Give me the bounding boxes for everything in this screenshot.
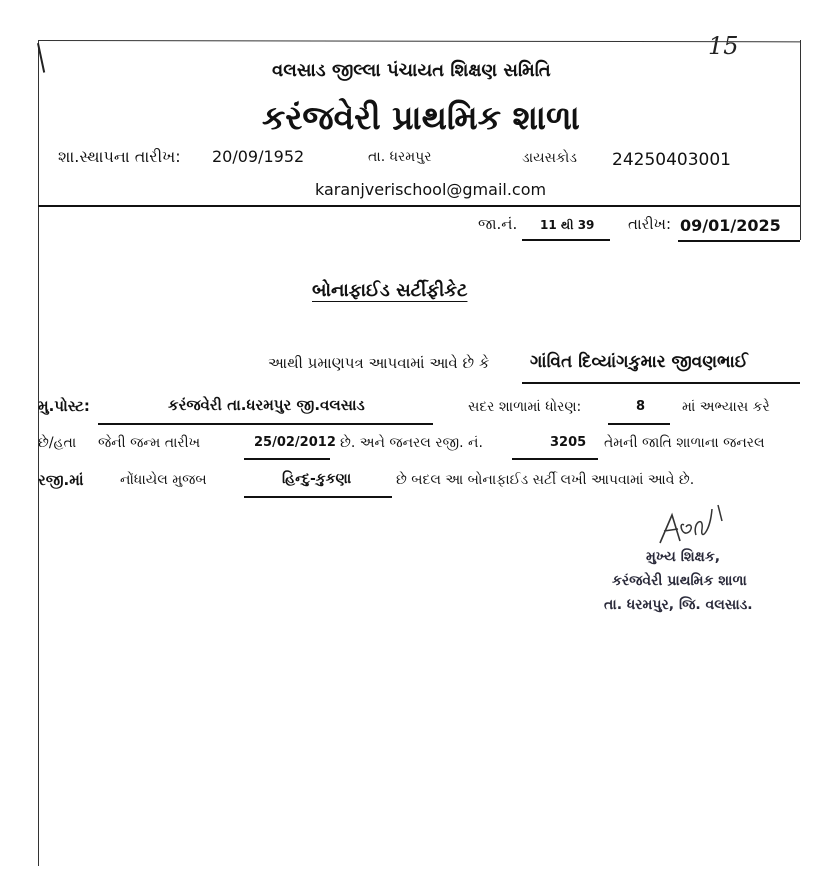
establishment-date: 20/09/1952: [212, 147, 305, 166]
dob-underline: [244, 458, 330, 460]
gr-number-underline: [512, 458, 598, 460]
standard-suffix: માં અભ્યાસ કરે: [682, 399, 770, 415]
frame-right-border: [800, 40, 801, 240]
closing-text: છે બદલ આ બોનાફાઈડ સર્ટી લખી આપવામાં આવે છે.: [396, 472, 695, 488]
register-prefix: રજી.માં: [38, 471, 84, 489]
outward-date-label: તારીખ:: [628, 215, 672, 233]
taluka-label: તા. ધરમપુર: [368, 149, 432, 165]
school-name-heading: કરંજવેરી પ્રાથમિક શાળા: [262, 98, 580, 137]
headmaster-signature: [652, 495, 732, 555]
outward-date-value: 09/01/2025: [680, 216, 781, 235]
student-address: કરંજવેરી તા.ધરમપુર જી.વલસાડ: [168, 396, 365, 414]
as-recorded-label: નોંધાયેલ મુજબ: [120, 472, 207, 488]
outward-no-value: 11 થી 39: [540, 218, 595, 232]
frame-top-border: [38, 40, 800, 42]
caste-value: હિન્દુ-કુકણા: [282, 471, 352, 487]
standard-label: સદર શાળામાં ધોરણ:: [468, 399, 582, 415]
corner-tick-mark: [37, 41, 53, 72]
outward-no-underline: [522, 239, 610, 241]
student-name: ગાંવિત દિવ્યાંગકુમાર જીવણભાઈ: [530, 352, 748, 372]
school-email: karanjverischool@gmail.com: [315, 180, 547, 199]
post-label: મુ.પોસ્ટ:: [38, 397, 90, 415]
header-divider: [38, 205, 800, 207]
committee-heading: વલસાડ જીલ્લા પંચાયત શિક્ષણ સમિતિ: [272, 60, 551, 81]
was-studying-text: છે/હતા: [38, 435, 77, 451]
outward-no-label: જા.નં.: [478, 215, 518, 233]
frame-left-border: [38, 40, 39, 866]
caste-underline: [244, 496, 392, 498]
standard-underline: [608, 423, 670, 425]
dise-code-label: ડાયસકોડ: [522, 150, 577, 166]
address-underline: [98, 423, 433, 425]
certify-text: આથી પ્રમાણપત્ર આપવામાં આવે છે કે: [268, 354, 490, 372]
certificate-title: બોનાફાઈડ સર્ટીફીકેટ: [312, 280, 468, 301]
gr-number-value: 3205: [550, 435, 587, 450]
student-name-underline: [522, 382, 800, 384]
stamp-school: કરંજવેરી પ્રાથમિક શાળા: [612, 573, 747, 589]
outward-date-underline: [678, 240, 800, 242]
dob-value: 25/02/2012: [254, 435, 336, 450]
stamp-title: મુખ્ય શિક્ષક,: [646, 549, 721, 565]
standard-value: 8: [636, 399, 646, 414]
dob-label: જેની જન્મ તારીખ: [98, 435, 201, 451]
stamp-location: તા. ધરમપુર, જિ. વલસાડ.: [604, 597, 753, 613]
dise-code-value: 24250403001: [612, 150, 731, 170]
gr-number-label: છે. અને જનરલ રજી. નં.: [340, 435, 483, 451]
page-number: 15: [708, 32, 739, 60]
caste-intro-text: તેમની જાતિ શાળાના જનરલ: [604, 435, 765, 451]
establishment-label: શા.સ્થાપના તારીખ:: [58, 147, 181, 166]
